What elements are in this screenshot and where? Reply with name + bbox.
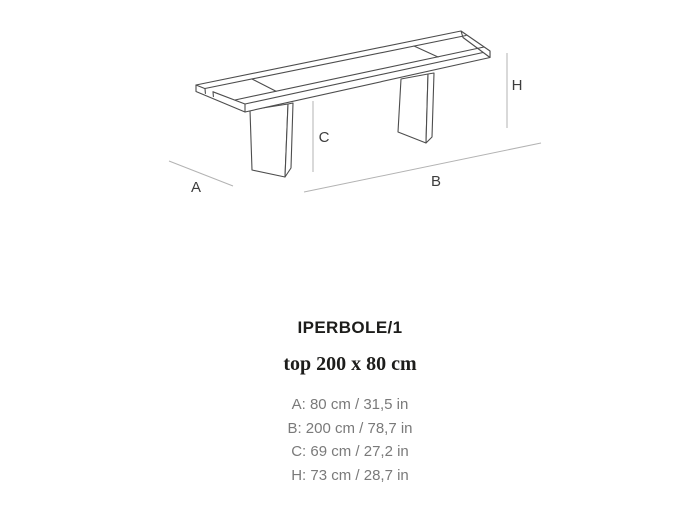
dim-label-b: B — [430, 173, 442, 190]
table-leg-left — [250, 103, 293, 177]
table-leg-right — [398, 73, 434, 143]
product-title: IPERBOLE/1 — [297, 318, 403, 337]
product-info — [0, 320, 700, 487]
dimension-row-c: C: 69 cm / 27,2 in — [291, 443, 409, 460]
dim-line-b — [304, 143, 541, 192]
dimension-row-b: B: 200 cm / 78,7 in — [287, 419, 413, 437]
dimension-row-a: A: 80 cm / 31,5 in — [291, 396, 409, 413]
product-subtitle: top 200 x 80 cm — [283, 353, 417, 375]
product-diagram — [0, 0, 700, 240]
dim-label-c: C — [318, 129, 330, 146]
dimension-list — [0, 393, 700, 487]
table-drawing — [0, 0, 700, 240]
dim-label-h: H — [511, 77, 523, 94]
table-top — [196, 31, 490, 112]
dim-label-a: A — [190, 179, 202, 196]
dimension-row-h: H: 73 cm / 28,7 in — [291, 466, 409, 484]
